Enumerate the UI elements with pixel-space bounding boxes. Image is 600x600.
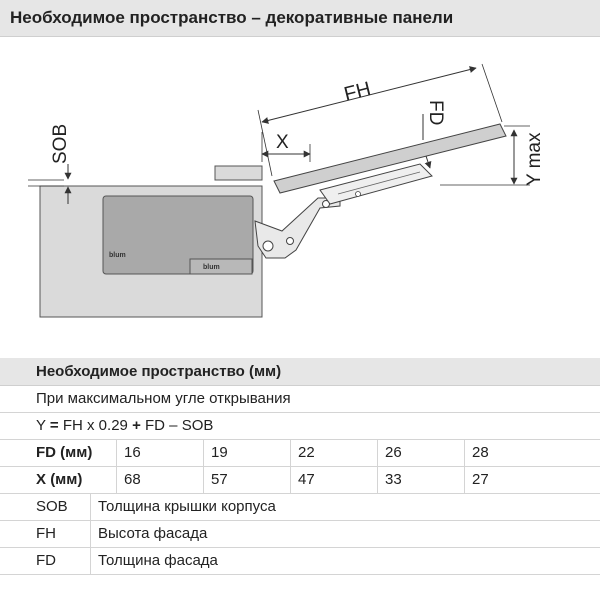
fd-row: [0, 440, 600, 467]
label-ymax: Y max: [524, 132, 545, 186]
x-value: 68: [124, 471, 141, 488]
legend-abbr: SOB: [36, 498, 68, 515]
fd-row-label: FD (мм): [36, 444, 93, 461]
cabinet-top: [215, 166, 262, 180]
legend-row-sob: [0, 494, 600, 521]
fd-value: 28: [472, 444, 489, 461]
label-fd: FD: [425, 100, 446, 126]
formula-row: [0, 413, 600, 440]
legend-desc: Толщина фасада: [98, 552, 218, 569]
formula: Y = FH x 0.29 + FD – SOB: [36, 417, 214, 434]
label-sob: SOB: [50, 123, 71, 164]
subtitle: При максимальном угле открывания: [36, 390, 291, 407]
fd-value: 22: [298, 444, 315, 461]
page-title: Необходимое пространство – декоративные панели: [10, 8, 454, 27]
section-title: Необходимое пространство (мм): [36, 363, 282, 380]
x-value: 57: [211, 471, 228, 488]
legend-row-fd: [0, 548, 600, 575]
section-header: [0, 358, 600, 386]
title-bar: [0, 0, 600, 37]
mechanism-cover-cap: [190, 259, 252, 274]
label-x: X: [276, 132, 289, 153]
legend-row-fh: [0, 521, 600, 548]
blum-logo-cap: blum: [203, 264, 220, 271]
x-row: [0, 467, 600, 494]
legend-abbr: FD: [36, 552, 56, 569]
legend-desc: Высота фасада: [98, 525, 208, 542]
fd-value: 26: [385, 444, 402, 461]
x-value: 27: [472, 471, 489, 488]
label-fh: FH: [341, 78, 374, 106]
blum-logo: blum: [109, 252, 126, 259]
x-value: 33: [385, 471, 402, 488]
subtitle-row: [0, 386, 600, 413]
legend-abbr: FH: [36, 525, 56, 542]
x-value: 47: [298, 471, 315, 488]
technical-diagram: [0, 36, 600, 356]
legend-desc: Толщина крышки корпуса: [98, 498, 276, 515]
fd-value: 16: [124, 444, 141, 461]
fd-value: 19: [211, 444, 228, 461]
x-row-label: X (мм): [36, 471, 83, 488]
